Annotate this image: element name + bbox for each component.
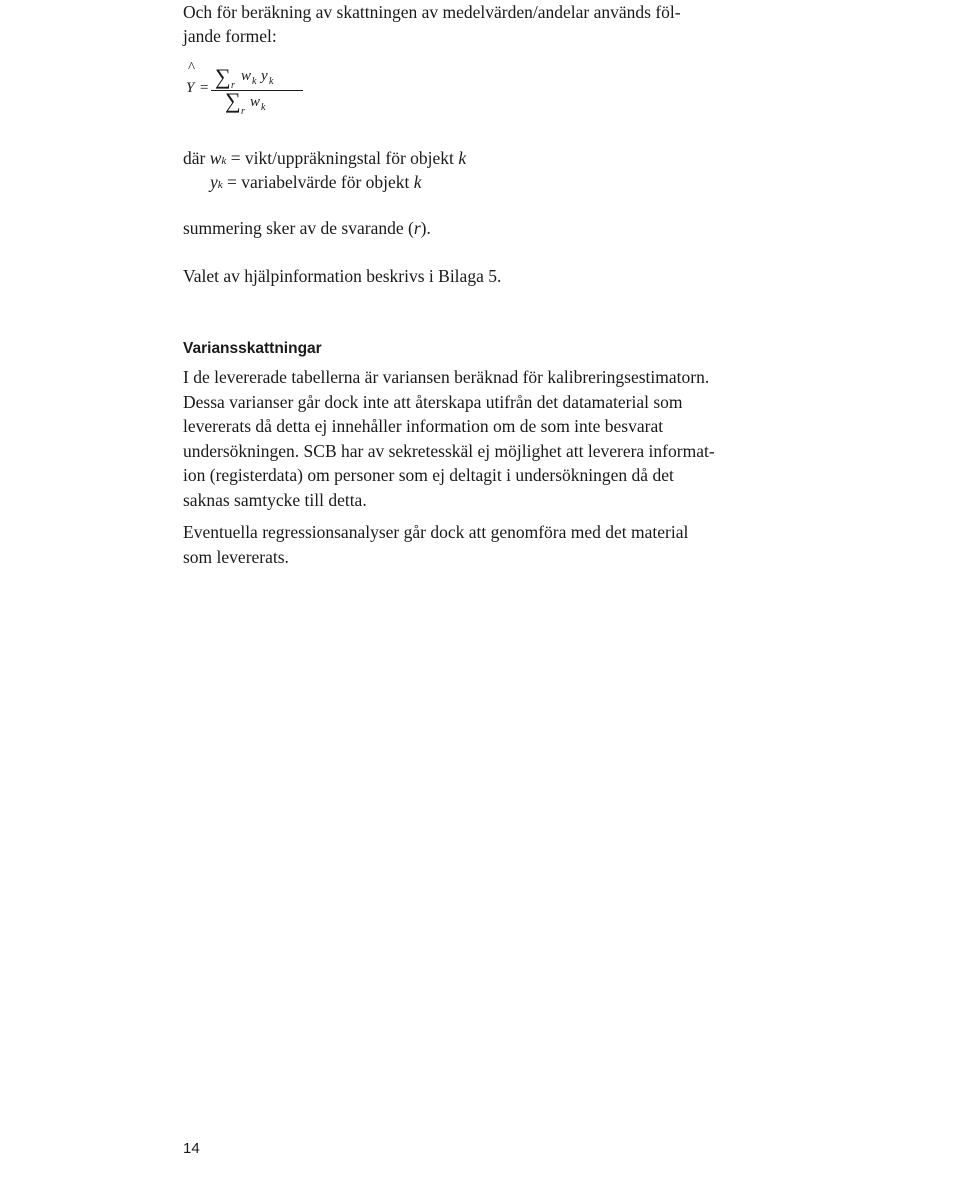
weight-subscript: k [221, 155, 227, 167]
summation-text-after: ). [420, 218, 431, 238]
denominator-sum-symbol: ∑ [225, 88, 241, 113]
variance-paragraph [183, 365, 783, 512]
regression-paragraph [183, 520, 783, 569]
paragraph-line: Eventuella regressionsanalyser går dock att genomföra med det material [183, 522, 689, 542]
definition-variable [210, 170, 422, 197]
numerator-sum-symbol: ∑ [215, 64, 231, 89]
variable-description: = variabelvärde för objekt [222, 172, 414, 192]
variable-object-k: k [413, 172, 422, 192]
paragraph-line: levererats då detta ej innehåller information om de som inte besvarat [183, 416, 664, 436]
numerator-w-sub: k [252, 76, 257, 87]
weight-object-k: k [458, 148, 467, 168]
paragraph-line: som levererats. [183, 546, 289, 567]
page-number: 14 [183, 1140, 200, 1157]
paragraph-line: I de levererade tabellerna är variansen beräknad för kalibreringsestimatorn. [183, 367, 710, 387]
variable-subscript: k [217, 179, 223, 191]
section-heading: Variansskattningar [183, 340, 322, 357]
numerator-sum-index: r [231, 80, 235, 91]
paragraph-line: undersökningen. SCB har av sekretesskäl ej möjlighet att leverera informat- [183, 440, 715, 461]
definition-prefix: där [183, 148, 210, 168]
numerator-w: w [241, 68, 252, 84]
intro-text [183, 0, 783, 48]
paragraph-line: ion (registerdata) om personer som ej deltagit i undersökningen då det [183, 465, 674, 485]
numerator-y: y [261, 68, 268, 84]
denominator-w-sub: k [261, 102, 266, 113]
paragraph-line: Dessa varianser går dock inte att återskapa utifrån det datamaterial som [183, 391, 683, 412]
paragraph-line: saknas samtycke till detta. [183, 489, 367, 510]
denominator-w: w [250, 94, 261, 110]
formula-hat: ^ [188, 60, 196, 76]
definition-weight [183, 146, 466, 173]
numerator-y-sub: k [269, 76, 274, 87]
summation-text-before: summering sker av de svarande ( [183, 218, 414, 238]
intro-line-1: Och för beräkning av skattningen av medelvärden/andelar används föl- [183, 2, 681, 22]
appendix-note: Valet av hjälpinformation beskrivs i Bilaga 5. [183, 266, 502, 286]
variable-symbol: y [210, 172, 218, 192]
intro-line-2: jande formel: [183, 26, 277, 46]
weight-symbol: w [209, 148, 222, 168]
formula-equals: = [200, 80, 209, 96]
weight-description: = vikt/uppräkningstal för objekt [226, 148, 459, 168]
summation-r: r [413, 218, 421, 238]
summation-note [183, 218, 431, 239]
formula-lhs: Y [186, 80, 195, 96]
weighted-mean-formula [183, 60, 303, 126]
denominator-sum-index: r [241, 106, 245, 117]
